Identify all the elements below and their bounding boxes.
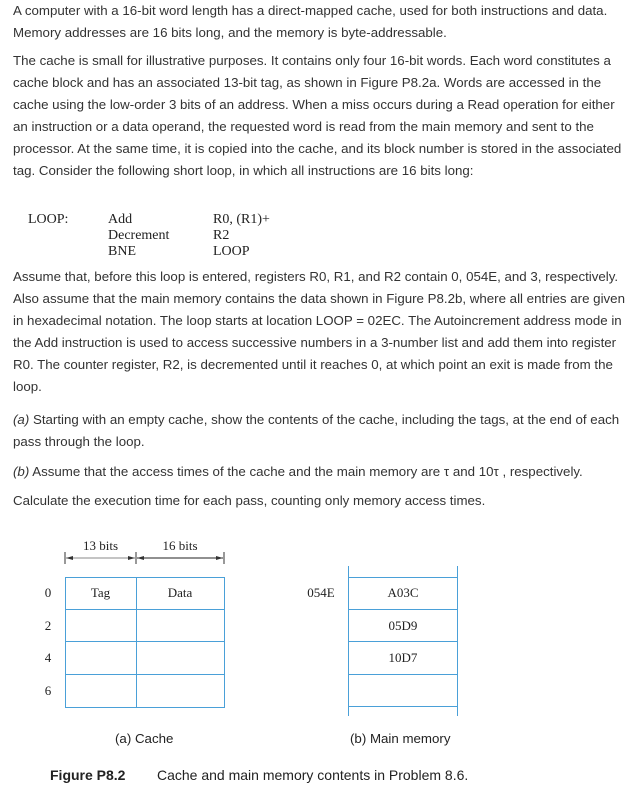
question-a-text: Starting with an empty cache, show the contents of the cache, including the tags, at the end of each pass through the loop. bbox=[13, 412, 620, 449]
tag-bits-label: 13 bits bbox=[82, 538, 119, 553]
instruction-op: Add bbox=[108, 212, 133, 227]
memory-address: 054E bbox=[307, 585, 335, 600]
instruction-arg: R2 bbox=[213, 228, 230, 243]
question-b-label: (b) bbox=[13, 464, 30, 479]
memory-value: 05D9 bbox=[388, 618, 418, 633]
intro-paragraph: A computer with a 16-bit word length has a direct-mapped cache, used for both instructions and data. Memory addresses are 16 bits long, and the memory is byte-addressable. bbox=[13, 3, 608, 40]
cache-caption: (a) Cache bbox=[115, 731, 174, 746]
data-bits-label: 16 bits bbox=[162, 538, 198, 553]
instruction-op: Decrement bbox=[108, 228, 170, 243]
instruction-op: BNE bbox=[108, 244, 136, 259]
memory-value: A03C bbox=[387, 585, 419, 600]
loop-code bbox=[28, 212, 270, 260]
question-b bbox=[13, 461, 625, 483]
figure-label: Figure P8.2 bbox=[50, 767, 126, 783]
data-header: Data bbox=[167, 585, 193, 600]
instruction-arg: R0, (R1)+ bbox=[213, 212, 270, 227]
figure-caption: Cache and main memory contents in Problem 8.6. bbox=[157, 767, 469, 783]
assumptions-paragraph: Assume that, before this loop is entered, registers R0, R1, and R2 contain 0, 054E, and 3, respectively. Also assume that the main memory contains the data shown in Figure P8.2b, where all entries are given in hexadecimal notation. The loop starts at location LOOP = 02EC. The Autoincrement address mode in the Add instruction is used to access successive numbers in a 3-number list and add them into register R0. The counter register, R2, is decremented until it reaches 0, at which point an exit is made from the loop. bbox=[13, 269, 625, 394]
question-a-label: (a) bbox=[13, 412, 30, 427]
question-b-text: Assume that the access times of the cache and the main memory are τ and 10τ , respectively. bbox=[29, 464, 583, 479]
cache-description-paragraph: The cache is small for illustrative purposes. It contains only four 16-bit words. Each word constitutes a cache block and has an associated 13-bit tag, as shown in Figure P8.2a. Words are accessed in the cache using the low-order 3 bits of an address. When a miss occurs during a Read operation for either an instruction or a data operand, the requested word is read from the main memory and sent to the processor. At the same time, it is copied into the cache, and its block number is stored in the associated tag. Consider the following short loop, in which all instructions are 16 bits long: bbox=[13, 53, 622, 178]
question-b-continued: Calculate the execution time for each pass, counting only memory access times. bbox=[13, 493, 486, 508]
memory-value: 10D7 bbox=[388, 650, 418, 665]
bit-width-arrows bbox=[60, 550, 230, 566]
memory-caption: (b) Main memory bbox=[350, 731, 451, 746]
cache-row-label: 6 bbox=[44, 683, 52, 698]
instruction-arg: LOOP bbox=[213, 244, 250, 259]
cache-row-label: 2 bbox=[44, 618, 52, 633]
tag-header: Tag bbox=[90, 585, 111, 600]
question-a bbox=[13, 409, 625, 453]
cache-row-label: 0 bbox=[44, 585, 52, 600]
loop-label: LOOP: bbox=[28, 212, 69, 227]
cache-row-label: 4 bbox=[44, 650, 52, 665]
